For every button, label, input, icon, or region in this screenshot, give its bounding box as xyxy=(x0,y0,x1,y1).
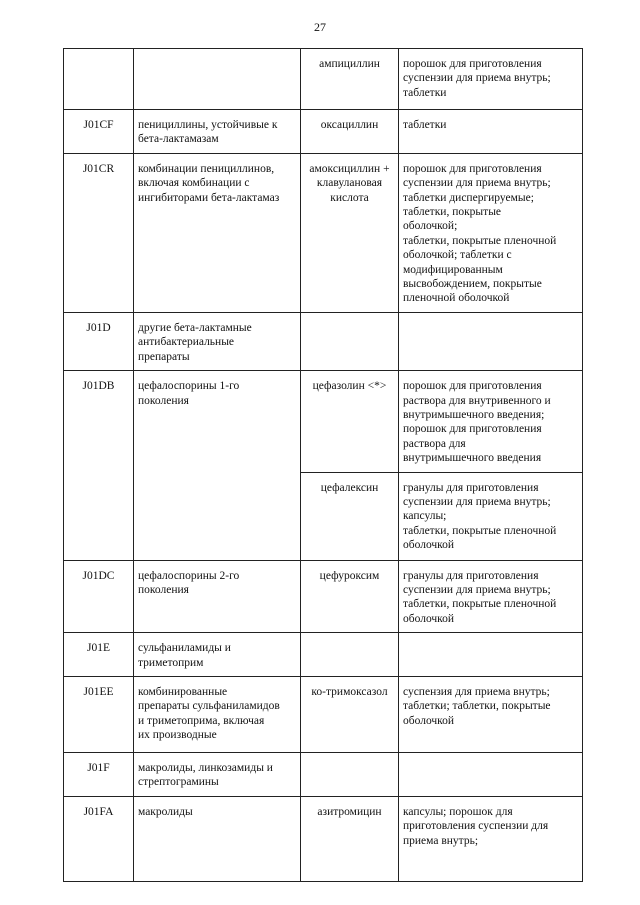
cell-text-line: амоксициллин + xyxy=(309,162,390,175)
dosage-form-cell xyxy=(399,472,583,560)
group-name-cell xyxy=(134,752,301,796)
table-row xyxy=(64,312,583,370)
atc-code-cell xyxy=(64,153,134,312)
cell-text: J01CF xyxy=(83,119,114,131)
cell-text-line: таблетки, покрытые пленочной xyxy=(403,524,557,537)
dosage-form-cell xyxy=(399,560,583,633)
dosage-form-cell xyxy=(399,49,583,110)
cell-text-line: цефалоспорины 1-го xyxy=(138,380,240,393)
cell-text-line: триметоприм xyxy=(138,656,204,669)
group-name-cell xyxy=(134,110,301,154)
table-row xyxy=(64,49,583,110)
atc-code-cell xyxy=(64,371,134,560)
cell-text-line: и триметоприма, включая xyxy=(138,714,265,727)
cell-text-line: ко-тримоксазол xyxy=(311,685,388,698)
cell-text-line: суспензии для приема внутрь; xyxy=(403,72,551,85)
cell-text-line: комбинированные xyxy=(138,685,228,698)
cell-text-line: оболочкой; таблетки с xyxy=(403,249,512,262)
cell-text-line: цефуроксим xyxy=(319,569,380,582)
cell-text-line: капсулы; порошок для xyxy=(403,805,513,818)
cell-text: J01DC xyxy=(82,569,115,582)
cell-text-line: внутримышечного введения xyxy=(403,452,542,465)
table-row xyxy=(64,633,583,677)
dosage-form-cell xyxy=(399,110,583,154)
cell-text-line: включая комбинации с xyxy=(138,177,250,190)
cell-text-line: пленочной оболочкой xyxy=(403,292,510,305)
atc-code-cell xyxy=(64,796,134,881)
group-name-cell xyxy=(134,796,301,881)
cell-text-line: ингибиторами бета-лактамаз xyxy=(138,191,280,204)
cell-text-line: оболочкой xyxy=(403,612,455,625)
dosage-form-cell xyxy=(399,752,583,796)
dosage-form-cell xyxy=(399,371,583,472)
dosage-form-cell xyxy=(399,796,583,881)
table-row xyxy=(64,371,583,472)
atc-code-cell xyxy=(64,312,134,370)
cell-text-line: комбинации пенициллинов, xyxy=(138,162,275,175)
cell-text-line: оксациллин xyxy=(320,119,379,131)
drug-name-cell xyxy=(301,371,399,472)
cell-text-line: оболочкой; xyxy=(403,220,458,233)
cell-text-line: суспензии для приема внутрь; xyxy=(403,583,551,596)
drug-name-cell xyxy=(301,49,399,110)
cell-text-line: антибактериальные xyxy=(138,336,235,349)
cell-text: J01FA xyxy=(83,805,114,818)
table-row xyxy=(64,560,583,633)
cell-text-line: порошок для приготовления xyxy=(403,423,542,436)
cell-text: J01DB xyxy=(82,380,115,393)
dosage-form-cell xyxy=(399,312,583,370)
cell-text-line: пенициллины, устойчивые к xyxy=(138,119,278,131)
atc-code-cell xyxy=(64,560,134,633)
dosage-form-cell xyxy=(399,676,583,752)
cell-text-line: гранулы для приготовления xyxy=(403,569,539,582)
group-name-cell xyxy=(134,49,301,110)
cell-text: J01CR xyxy=(82,162,115,175)
cell-text: J01F xyxy=(87,761,110,774)
cell-text-line: оболочкой xyxy=(403,539,455,552)
cell-text-line: азитромицин xyxy=(317,805,382,818)
cell-text-line: таблетки xyxy=(403,119,447,131)
group-name-cell xyxy=(134,560,301,633)
cell-text-line: бета-лактамазам xyxy=(138,133,219,146)
cell-text-line: раствора для xyxy=(403,437,466,450)
group-name-cell xyxy=(134,371,301,560)
cell-text-line: их производные xyxy=(138,729,217,742)
cell-text-line: внутримышечного введения; xyxy=(403,408,545,421)
drug-name-cell xyxy=(301,796,399,881)
cell-text-line: стрептограмины xyxy=(138,776,219,789)
cell-text-line: сульфаниламиды и xyxy=(138,642,231,655)
atc-code-cell xyxy=(64,49,134,110)
drug-table xyxy=(63,48,583,882)
cell-text-line: цефалексин xyxy=(320,481,379,494)
cell-text-line: высвобождением, покрытые xyxy=(403,278,542,291)
cell-text-line: раствора для внутривенного и xyxy=(403,394,551,407)
cell-text-line: суспензия для приема внутрь; xyxy=(403,685,550,698)
cell-text-line: модифицированным xyxy=(403,263,503,276)
cell-text-line: оболочкой xyxy=(403,714,455,727)
group-name-cell xyxy=(134,676,301,752)
cell-text-line: макролиды, линкозамиды и xyxy=(138,761,273,774)
dosage-form-cell xyxy=(399,633,583,677)
cell-text-line: цефалоспорины 2-го xyxy=(138,569,240,582)
table-row xyxy=(64,676,583,752)
atc-code-cell xyxy=(64,110,134,154)
cell-text-line: кислота xyxy=(330,191,369,204)
drug-name-cell xyxy=(301,633,399,677)
drug-name-cell xyxy=(301,472,399,560)
cell-text-line: порошок для приготовления xyxy=(403,380,542,393)
cell-text-line: макролиды xyxy=(138,805,193,818)
table-row xyxy=(64,110,583,154)
group-name-cell xyxy=(134,153,301,312)
cell-text-line: цефазолин <*> xyxy=(312,380,387,393)
cell-text: J01E xyxy=(87,642,110,655)
cell-text-line: препараты xyxy=(138,350,190,363)
drug-name-cell xyxy=(301,560,399,633)
dosage-form-cell xyxy=(399,153,583,312)
cell-text-line: гранулы для приготовления xyxy=(403,481,539,494)
cell-text-line: ампициллин xyxy=(319,58,380,70)
cell-text-line: порошок для приготовления xyxy=(403,58,542,70)
cell-text-line: таблетки xyxy=(403,86,447,99)
drug-table-body xyxy=(64,49,583,882)
cell-text-line: поколения xyxy=(138,583,189,596)
drug-name-cell xyxy=(301,312,399,370)
cell-text-line: поколения xyxy=(138,394,189,407)
cell-text-line: таблетки, покрытые пленочной xyxy=(403,234,557,247)
cell-text-line: препараты сульфаниламидов xyxy=(138,700,280,713)
table-row xyxy=(64,153,583,312)
cell-text-line: таблетки, покрытые пленочной xyxy=(403,598,557,611)
cell-text-line: приема внутрь; xyxy=(403,834,479,847)
group-name-cell xyxy=(134,633,301,677)
drug-name-cell xyxy=(301,153,399,312)
atc-code-cell xyxy=(64,752,134,796)
group-name-cell xyxy=(134,312,301,370)
cell-text-line: порошок для приготовления xyxy=(403,162,542,175)
cell-text-line: капсулы; xyxy=(403,510,447,523)
table-row xyxy=(64,752,583,796)
atc-code-cell xyxy=(64,633,134,677)
cell-text-line: суспензии для приема внутрь; xyxy=(403,495,551,508)
cell-text-line: клавулановая xyxy=(316,177,383,190)
cell-text-line: таблетки диспергируемые; xyxy=(403,191,534,204)
cell-text: J01D xyxy=(86,321,111,334)
cell-text-line: другие бета-лактамные xyxy=(138,321,252,334)
cell-text-line: таблетки; таблетки, покрытые xyxy=(403,700,551,713)
atc-code-cell xyxy=(64,676,134,752)
cell-text-line: суспензии для приема внутрь; xyxy=(403,177,551,190)
cell-text: J01EE xyxy=(83,685,114,698)
drug-name-cell xyxy=(301,752,399,796)
drug-name-cell xyxy=(301,676,399,752)
drug-name-cell xyxy=(301,110,399,154)
cell-text-line: приготовления суспензии для xyxy=(403,820,549,833)
cell-text-line: таблетки, покрытые xyxy=(403,206,502,219)
table-row xyxy=(64,796,583,881)
page-number: 27 xyxy=(314,20,326,34)
